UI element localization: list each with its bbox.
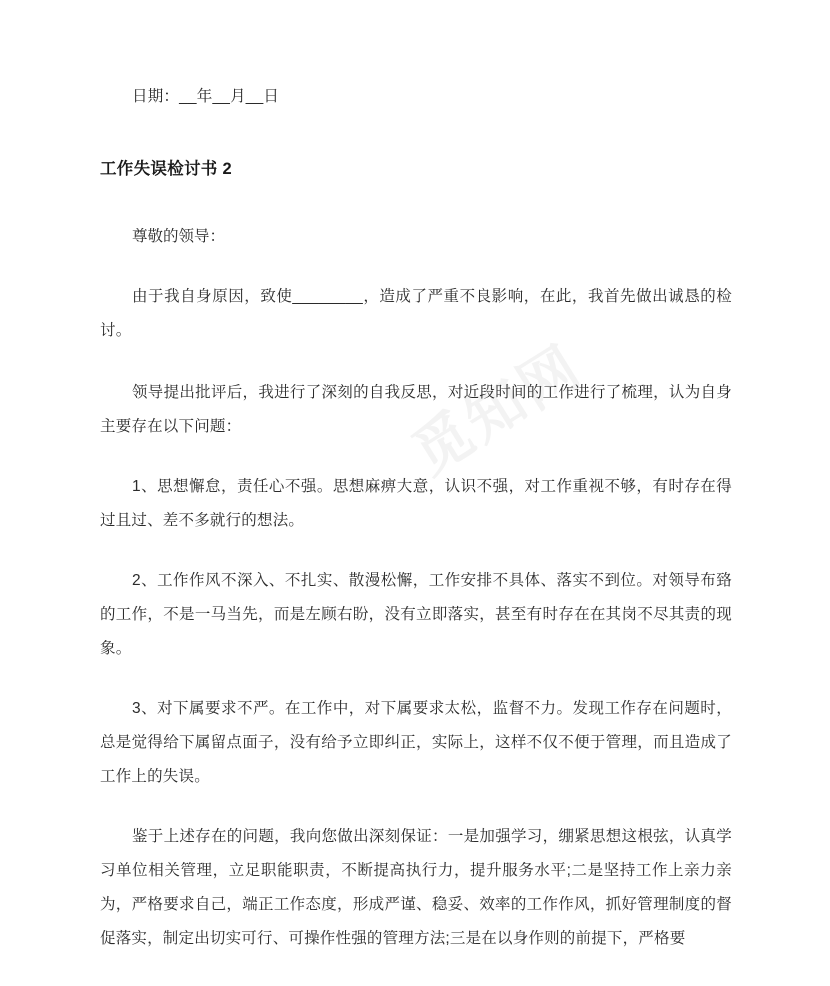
paragraph-problem-2: 2、工作作风不深入、不扎实、散漫松懈，工作安排不具体、落实不到位。对领导布臵的工作，不是一马当先，而是左顾右盼，没有立即落实，甚至有时存在在其岗不尽其责的现象。: [100, 572, 732, 657]
document-body: [100, 0, 732, 956]
paragraph-pledge: 鉴于上述存在的问题，我向您做出深刻保证：一是加强学习，绷紧思想这根弦，认真学习单位相关管理，立足职能职责，不断提高执行力，提升服务水平;二是坚持工作上亲力亲为，严格要求自己，端正工作态度，形成严谨、稳妥、效率的工作作风，抓好管理制度的督促落实，制定出切实可行、可操作性强的管理方法;三是在以身作则的前提下，严格要: [100, 828, 732, 947]
salutation-line: 尊敬的领导：: [132, 228, 226, 245]
date-line-text: 日期：__年__月__日: [132, 88, 280, 105]
paragraph-problem-1: 1、思想懈怠，责任心不强。思想麻痹大意，认识不强，对工作重视不够，有时存在得过且过、差不多就行的想法。: [100, 478, 732, 529]
paragraph-reflection: 领导提出批评后，我进行了深刻的自我反思，对近段时间的工作进行了梳理，认为自身主要存在以下问题：: [100, 384, 732, 435]
paragraph-opening: 由于我自身原因，致使________，造成了严重不良影响，在此，我首先做出诚恳的检讨。: [100, 288, 732, 339]
date-line: [100, 0, 732, 112]
document-heading: 工作失误检讨书 2: [100, 160, 232, 178]
paragraph-problem-3: 3、对下属要求不严。在工作中，对下属要求太松，监督不力。发现工作存在问题时，总是觉得给下属留点面子，没有给予立即纠正，实际上，这样不仅不便于管理，而且造成了工作上的失误。: [100, 700, 732, 785]
